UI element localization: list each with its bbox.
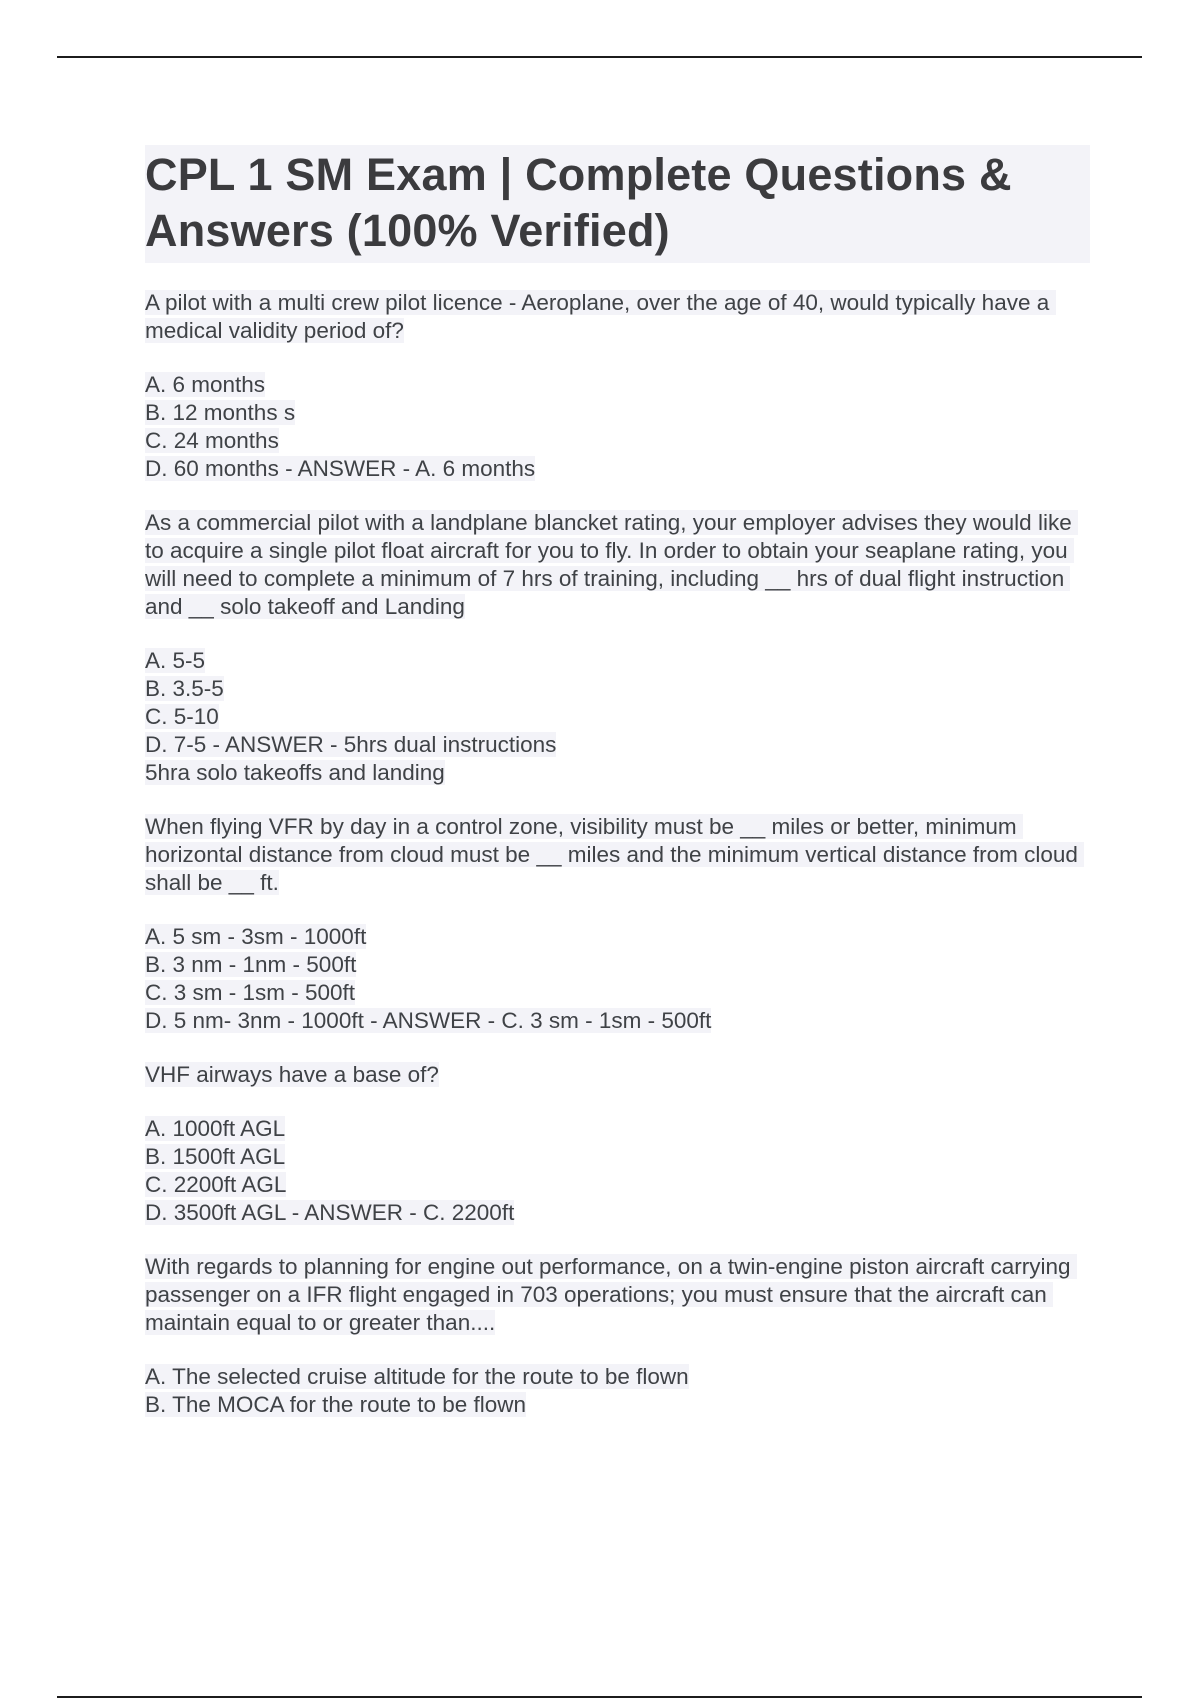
option-item: C. 5-10 — [145, 704, 219, 729]
option-item: B. 1500ft AGL — [145, 1144, 286, 1169]
question-item — [145, 1253, 1090, 1419]
question-text: As a commercial pilot with a landplane blancket rating, your employer advises they would like to acquire a single pilot float aircraft for you to fly. In order to obtain your seaplane rating, you will need to complete a minimum of 7 hrs of training, including __ hrs of dual flight instruction and __ solo takeoff and Landing — [145, 510, 1078, 619]
question-text: A pilot with a multi crew pilot licence - Aeroplane, over the age of 40, would typically have a medical validity period of? — [145, 290, 1056, 343]
option-item: D. 60 months - ANSWER - A. 6 months — [145, 456, 536, 481]
options-list — [145, 1115, 1090, 1227]
option-item: B. 12 months s — [145, 400, 296, 425]
option-item: C. 2200ft AGL — [145, 1172, 287, 1197]
option-item: C. 24 months — [145, 428, 279, 453]
option-item: B. 3.5-5 — [145, 676, 224, 701]
header-rule — [57, 56, 1142, 58]
option-item: B. The MOCA for the route to be flown — [145, 1392, 527, 1417]
options-list — [145, 647, 1090, 787]
option-item: D. 7-5 - ANSWER - 5hrs dual instructions — [145, 732, 557, 757]
document-title: CPL 1 SM Exam | Complete Questions & Answers (100% Verified) — [145, 149, 1012, 256]
option-item: A. 6 months — [145, 372, 266, 397]
question-text: VHF airways have a base of? — [145, 1062, 439, 1087]
option-item: C. 3 sm - 1sm - 500ft — [145, 980, 356, 1005]
footer-rule — [57, 1696, 1142, 1698]
option-item: 5hra solo takeoffs and landing — [145, 760, 445, 785]
option-item: A. 5 sm - 3sm - 1000ft — [145, 924, 367, 949]
question-item — [145, 289, 1090, 483]
options-list — [145, 1363, 1090, 1419]
options-list — [145, 923, 1090, 1035]
option-item: B. 3 nm - 1nm - 500ft — [145, 952, 357, 977]
question-item — [145, 813, 1090, 1035]
option-item: A. The selected cruise altitude for the route to be flown — [145, 1364, 689, 1389]
question-text: With regards to planning for engine out performance, on a twin-engine piston aircraft carrying passenger on a IFR flight engaged in 703 operations; you must ensure that the aircraft can maintain equal to or greater than.... — [145, 1254, 1077, 1335]
option-item: D. 5 nm- 3nm - 1000ft - ANSWER - C. 3 sm - 1sm - 500ft — [145, 1008, 712, 1033]
document-body — [145, 145, 1090, 1445]
option-item: D. 3500ft AGL - ANSWER - C. 2200ft — [145, 1200, 515, 1225]
option-item: A. 5-5 — [145, 648, 206, 673]
option-item: A. 1000ft AGL — [145, 1116, 286, 1141]
question-item — [145, 509, 1090, 787]
title-block — [145, 145, 1090, 263]
question-text: When flying VFR by day in a control zone, visibility must be __ miles or better, minimum horizontal distance from cloud must be __ miles and the minimum vertical distance from cloud shall be __ ft. — [145, 814, 1085, 895]
question-item — [145, 1061, 1090, 1227]
options-list — [145, 371, 1090, 483]
